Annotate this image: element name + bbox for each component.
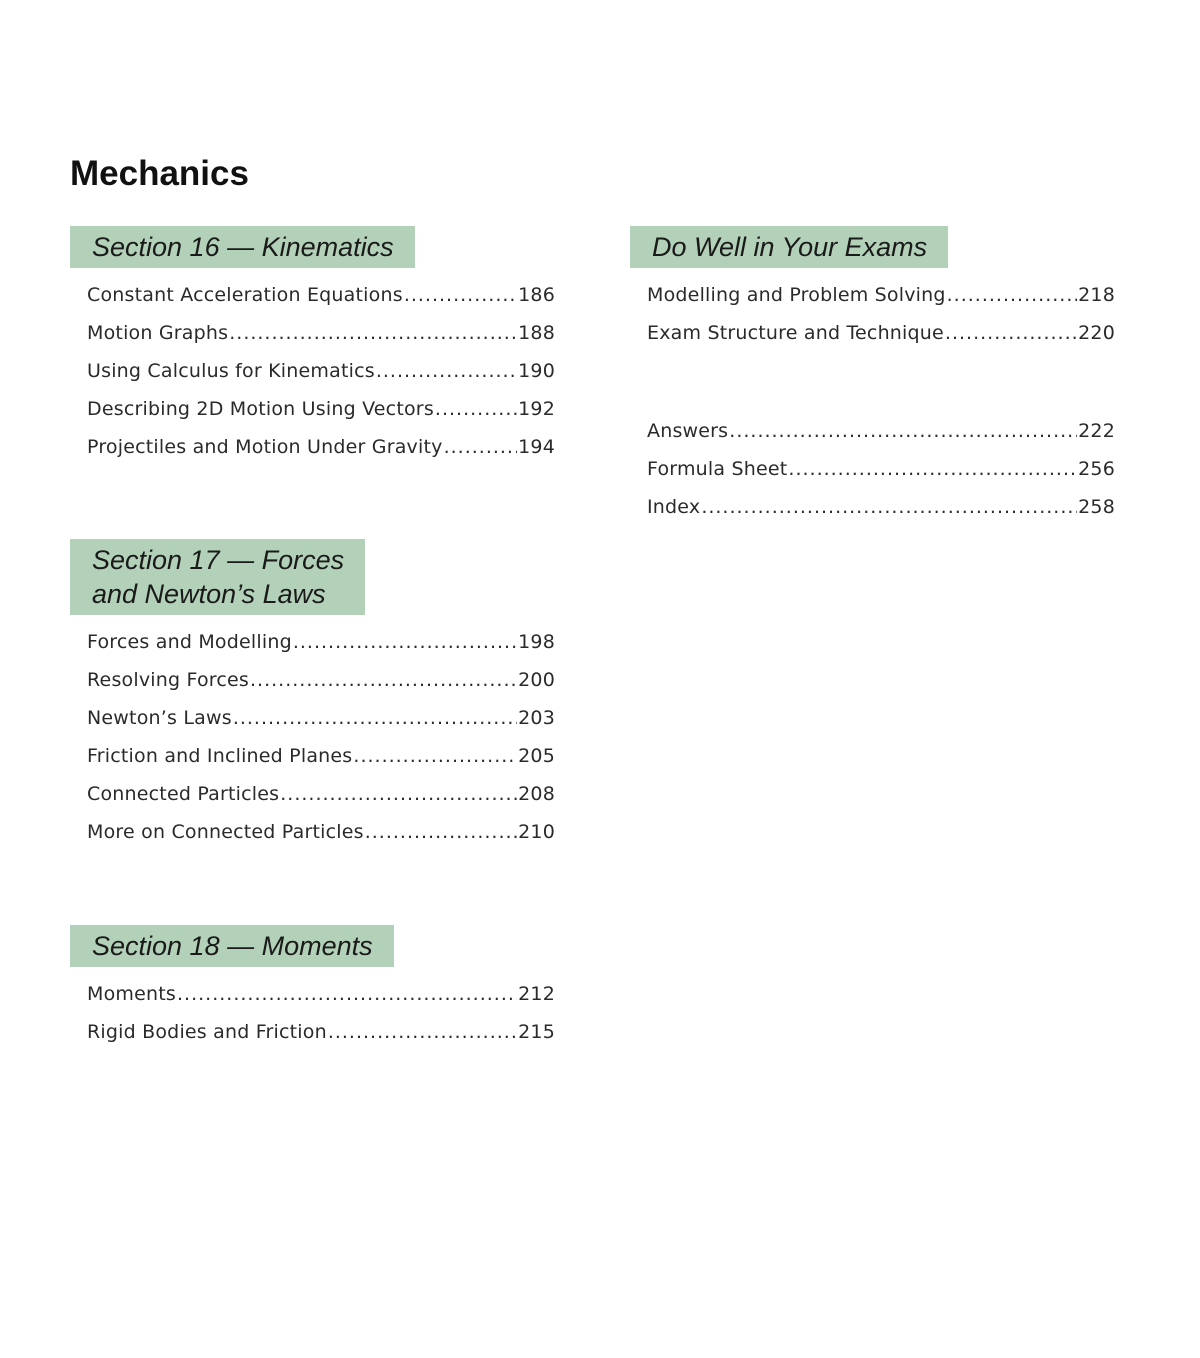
dot-leader: [788, 454, 1077, 484]
section-17: [70, 539, 555, 855]
page-number: 220: [1078, 322, 1115, 344]
page-number: 256: [1078, 458, 1115, 480]
page-number: 190: [518, 360, 555, 382]
entry-label: Answers: [647, 420, 729, 442]
dot-leader: [376, 356, 517, 386]
dot-leader: [945, 318, 1077, 348]
toc-entry[interactable]: [647, 492, 1115, 530]
dot-leader: [250, 665, 517, 695]
page-number: 205: [518, 745, 555, 767]
toc-entry[interactable]: [647, 318, 1115, 356]
toc-entry[interactable]: [647, 280, 1115, 318]
dot-leader: [729, 416, 1077, 446]
toc-entry[interactable]: [87, 394, 555, 432]
toc-entry[interactable]: [87, 280, 555, 318]
entry-label: Moments: [87, 983, 177, 1005]
toc-entry[interactable]: [87, 356, 555, 394]
entry-label: Motion Graphs: [87, 322, 229, 344]
section-heading: Section 16 — Kinematics: [70, 226, 415, 268]
page-number: 222: [1078, 420, 1115, 442]
page-number: 210: [518, 821, 555, 843]
entry-label: Newton’s Laws: [87, 707, 232, 729]
page-number: 192: [518, 398, 555, 420]
entry-label: Forces and Modelling: [87, 631, 292, 653]
dot-leader: [353, 741, 517, 771]
toc-entry[interactable]: [87, 1017, 555, 1055]
toc-entry[interactable]: [87, 318, 555, 356]
entry-label: Constant Acceleration Equations: [87, 284, 403, 306]
dot-leader: [233, 703, 517, 733]
dot-leader: [435, 394, 517, 424]
section-heading: Section 18 — Moments: [70, 925, 394, 967]
page-number: 215: [518, 1021, 555, 1043]
page-number: 188: [518, 322, 555, 344]
dot-leader: [701, 492, 1077, 522]
section-heading: [70, 539, 365, 615]
entry-label: Rigid Bodies and Friction: [87, 1021, 327, 1043]
heading-line: Section 17 — Forces: [92, 545, 345, 575]
entry-label: Modelling and Problem Solving: [647, 284, 946, 306]
toc-entry[interactable]: [87, 817, 555, 855]
entry-label: Resolving Forces: [87, 669, 250, 691]
toc-entry[interactable]: [87, 627, 555, 665]
toc-entry[interactable]: [87, 741, 555, 779]
entry-label: Index: [647, 496, 701, 518]
page-number: 208: [518, 783, 555, 805]
page-number: 200: [518, 669, 555, 691]
dot-leader: [947, 280, 1077, 310]
section-16: [70, 226, 555, 470]
entry-label: Using Calculus for Kinematics: [87, 360, 375, 382]
page-number: 194: [518, 436, 555, 458]
toc-entry[interactable]: [87, 703, 555, 741]
page-number: 198: [518, 631, 555, 653]
heading-line: and Newton’s Laws: [92, 579, 326, 609]
page-number: 212: [518, 983, 555, 1005]
page-title: Mechanics: [70, 154, 249, 193]
page-number: 186: [518, 284, 555, 306]
toc-entry[interactable]: [647, 416, 1115, 454]
entry-label: Describing 2D Motion Using Vectors: [87, 398, 434, 420]
section-heading: Do Well in Your Exams: [630, 226, 948, 268]
entry-label: Projectiles and Motion Under Gravity: [87, 436, 443, 458]
dot-leader: [177, 979, 517, 1009]
page-number: 203: [518, 707, 555, 729]
entry-label: Friction and Inclined Planes: [87, 745, 353, 767]
page-number: 218: [1078, 284, 1115, 306]
dot-leader: [404, 280, 517, 310]
dot-leader: [365, 817, 517, 847]
entry-label: Formula Sheet: [647, 458, 788, 480]
toc-entry[interactable]: [87, 979, 555, 1017]
section-18: [70, 925, 555, 1055]
toc-entry[interactable]: [87, 665, 555, 703]
page-number: 258: [1078, 496, 1115, 518]
back-matter: [630, 416, 1115, 530]
entry-label: More on Connected Particles: [87, 821, 364, 843]
dot-leader: [280, 779, 517, 809]
toc-entry[interactable]: [87, 779, 555, 817]
toc-entry[interactable]: [647, 454, 1115, 492]
dot-leader: [229, 318, 517, 348]
entry-label: Connected Particles: [87, 783, 280, 805]
entry-label: Exam Structure and Technique: [647, 322, 944, 344]
dot-leader: [293, 627, 517, 657]
section-exams: [630, 226, 1115, 356]
toc-entry[interactable]: [87, 432, 555, 470]
dot-leader: [328, 1017, 517, 1047]
dot-leader: [444, 432, 518, 462]
